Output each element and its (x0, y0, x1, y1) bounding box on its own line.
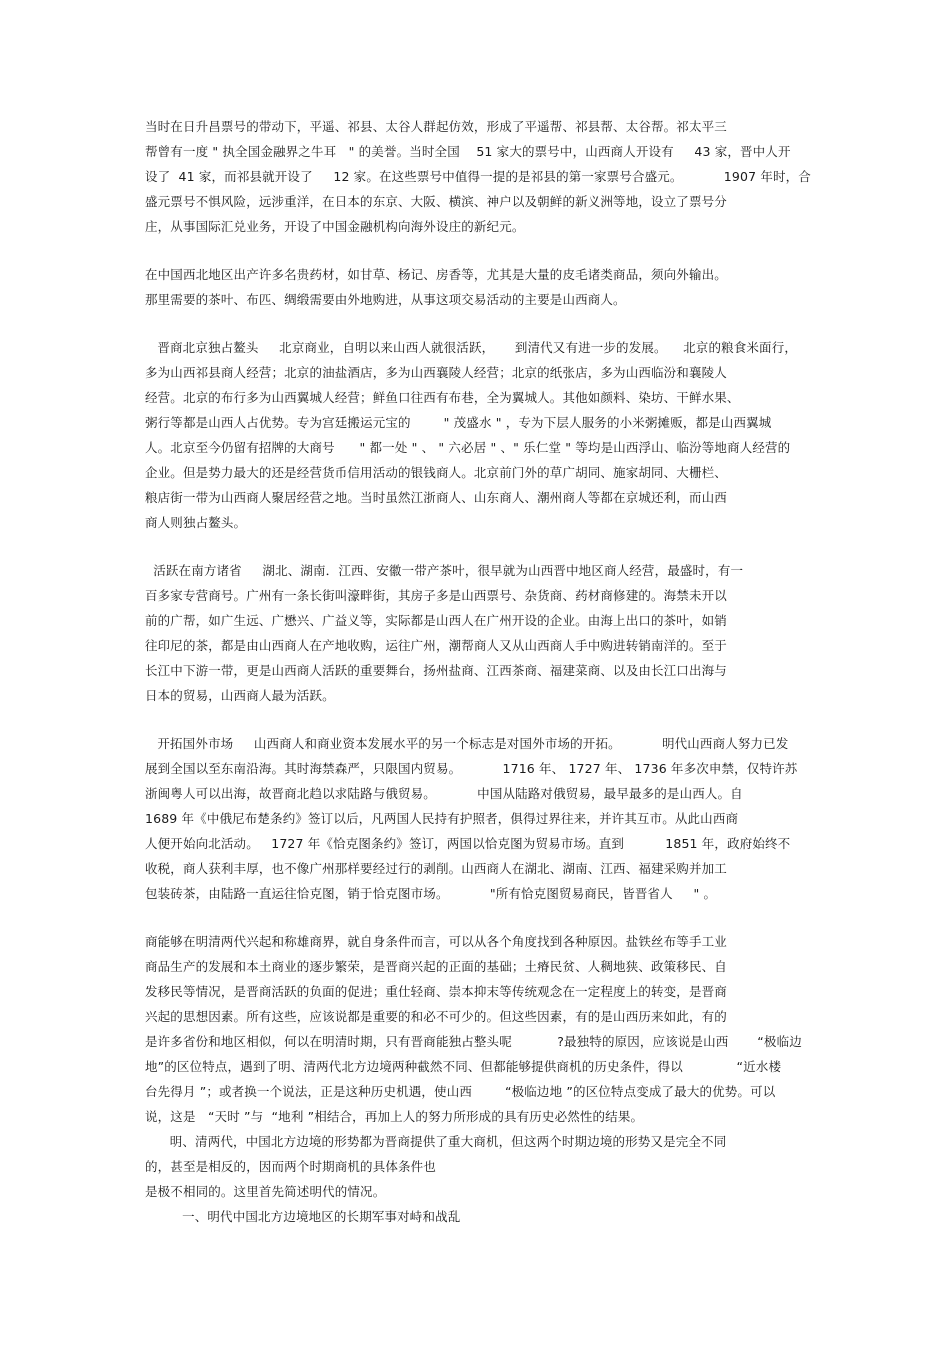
text-line: 兴起的思想因素。所有这些，应该说都是重要的和必不可少的。但这些因素，有的是山西历来如此，有的 (145, 1009, 727, 1024)
text-line: 台先得月 ”；或者换一个说法，正是这种历史机遇，使山西 “极临边地 ”的区位特点变成了最大的优势。可以 (145, 1084, 776, 1099)
text-line: 商品生产的发展和本土商业的逐步繁荣，是晋商兴起的正面的基础；土瘠民贫、人稠地狭、政策移民、自 (145, 959, 727, 974)
text-line: 收税，商人获利丰厚，也不像广州那样要经过行的剥削。山西商人在湖北、湖南、江西、福建采购并加工 (145, 861, 727, 876)
text-line: 长江中下游一带，更是山西商人活跃的重要舞台，扬州盐商、江西茶商、福建菜商、以及由长江口出海与 (145, 663, 727, 678)
text-line: 粥行等都是山西人占优势。专为宫廷搬运元宝的 " 茂盛水 " ，专为下层人服务的小米粥摊贩，都是山西翼城 (145, 415, 772, 430)
text-line: 1689 年《中俄尼布楚条约》签订以后，凡两国人民持有护照者，俱得过界往来，并许其互市。从此山西商 (145, 811, 739, 826)
text-line: 粮店街一带为山西商人聚居经营之地。当时虽然江浙商人、山东商人、潮州商人等都在京城还利，而山西 (145, 490, 727, 505)
text-line: 是极不相同的。这里首先简述明代的情况。 (145, 1184, 386, 1199)
text-line: 企业。但是势力最大的还是经营货币信用活动的银钱商人。北京前门外的草广胡同、施家胡同、大栅栏、 (145, 465, 727, 480)
text-line: 发移民等情况，是晋商活跃的负面的促进；重仕轻商、崇本抑末等传统观念在一定程度上的转变，是晋商 (145, 984, 727, 999)
text-line: 的，甚至是相反的，因而两个时期商机的具体条件也 (145, 1159, 436, 1174)
text-line: 往印尼的茶，都是由山西商人在产地收购，运往广州，潮帮商人又从山西商人手中购进转销南洋的。至于 (145, 638, 727, 653)
text-line: 活跃在南方诸省 湖北、湖南．江西、安徽一带产茶叶，很早就为山西晋中地区商人经营，最盛时，有一 (145, 563, 744, 578)
text-line: 人便开始向北活动。 1727 年《恰克图条约》签订，两国以恰克图为贸易市场。直到 1851 年，政府始终不 (145, 836, 791, 851)
text-line: 多为山西祁县商人经营；北京的油盐酒店，多为山西襄陵人经营；北京的纸张店，多为山西临汾和襄陵人 (145, 365, 727, 380)
section-heading: 一、明代中国北方边境地区的长期军事对峙和战乱 (145, 1209, 461, 1224)
text-line: 地”的区位特点，遇到了明、清两代北方边境两种截然不同、但都能够提供商机的历史条件，得以 “近水楼 (145, 1059, 782, 1074)
text-line: 说，这是 “天时 ”与 “地利 ”相结合，再加上人的努力所形成的具有历史必然性的结果。 (145, 1109, 644, 1124)
text-line: 盛元票号不惧风险，远涉重洋，在日本的东京、大阪、横滨、神户以及朝鲜的新义洲等地，设立了票号分 (145, 194, 727, 209)
text-line: 经营。北京的布行多为山西翼城人经营；鲜鱼口往西有布巷，全为翼城人。其他如颜料、染坊、干鲜水果、 (145, 390, 740, 405)
text-line: 设了 41 家，而祁县就开设了 12 家。在这些票号中值得一提的是祁县的第一家票号合盛元。 1907 年时，合 (145, 169, 811, 184)
text-line: 庄，从事国际汇兑业务，开设了中国金融机构向海外设庄的新纪元。 (145, 219, 525, 234)
text-line: 帮曾有一度 " 执全国金融界之牛耳 " 的美誉。当时全国 51 家大的票号中，山西商人开设有 43 家，晋中人开 (145, 144, 791, 159)
text-line: 日本的贸易，山西商人最为活跃。 (145, 688, 335, 703)
text-line: 前的广帮，如广生远、广懋兴、广益义等，实际都是山西人在广州开设的企业。由海上出口的茶叶，如销 (145, 613, 727, 628)
text-line: 明、清两代，中国北方边境的形势都为晋商提供了重大商机，但这两个时期边境的形势又是完全不同 (145, 1134, 727, 1149)
text-line: 浙闽粤人可以出海，故晋商北趋以求陆路与俄贸易。 中国从陆路对俄贸易，最早最多的是山西人。自 (145, 786, 743, 801)
text-line: 商人则独占鳌头。 (145, 515, 247, 530)
text-line: 包装砖茶，由陆路一直运往恰克图，销于恰克图市场。 "所有恰克图贸易商民，皆晋省人 " 。 (145, 886, 717, 901)
text-line: 人。北京至今仍留有招牌的大商号 " 都一处 " 、 " 六必居 " 、" 乐仁堂 " 等均是山西浮山、临汾等地商人经营的 (145, 440, 791, 455)
text-line: 百多家专营商号。广州有一条长街叫濠畔街，其房子多是山西票号、杂货商、药材商修建的。海禁未开以 (145, 588, 727, 603)
text-line: 展到全国以至东南沿海。其时海禁森严，只限国内贸易。 1716 年、 1727 年、 1736 年多次申禁，仅特许苏 (145, 761, 798, 776)
text-line: 那里需要的茶叶、布匹、绸缎需要由外地购进，从事这项交易活动的主要是山西商人。 (145, 292, 626, 307)
text-line: 商能够在明清两代兴起和称雄商界，就自身条件而言，可以从各个角度找到各种原因。盐铁丝布等手工业 (145, 934, 727, 949)
text-line: 当时在日升昌票号的带动下，平遥、祁县、太谷人群起仿效，形成了平遥帮、祁县帮、太谷帮。祁太平三 (145, 119, 727, 134)
text-line: 在中国西北地区出产许多名贵药材，如甘草、杨记、房香等，尤其是大量的皮毛诸类商品，须向外输出。 (145, 267, 727, 282)
text-line: 是许多省份和地区相似，何以在明清时期，只有晋商能独占整头呢 ?最独特的原因，应该说是山西 “极临边 (145, 1034, 802, 1049)
text-line: 晋商北京独占鳌头 北京商业，自明以来山西人就很活跃， 到清代又有进一步的发展。 北京的粮食米面行， (145, 340, 797, 355)
text-line: 开拓国外市场 山西商人和商业资本发展水平的另一个标志是对国外市场的开拓。 明代山西商人努力已发 (145, 736, 789, 751)
